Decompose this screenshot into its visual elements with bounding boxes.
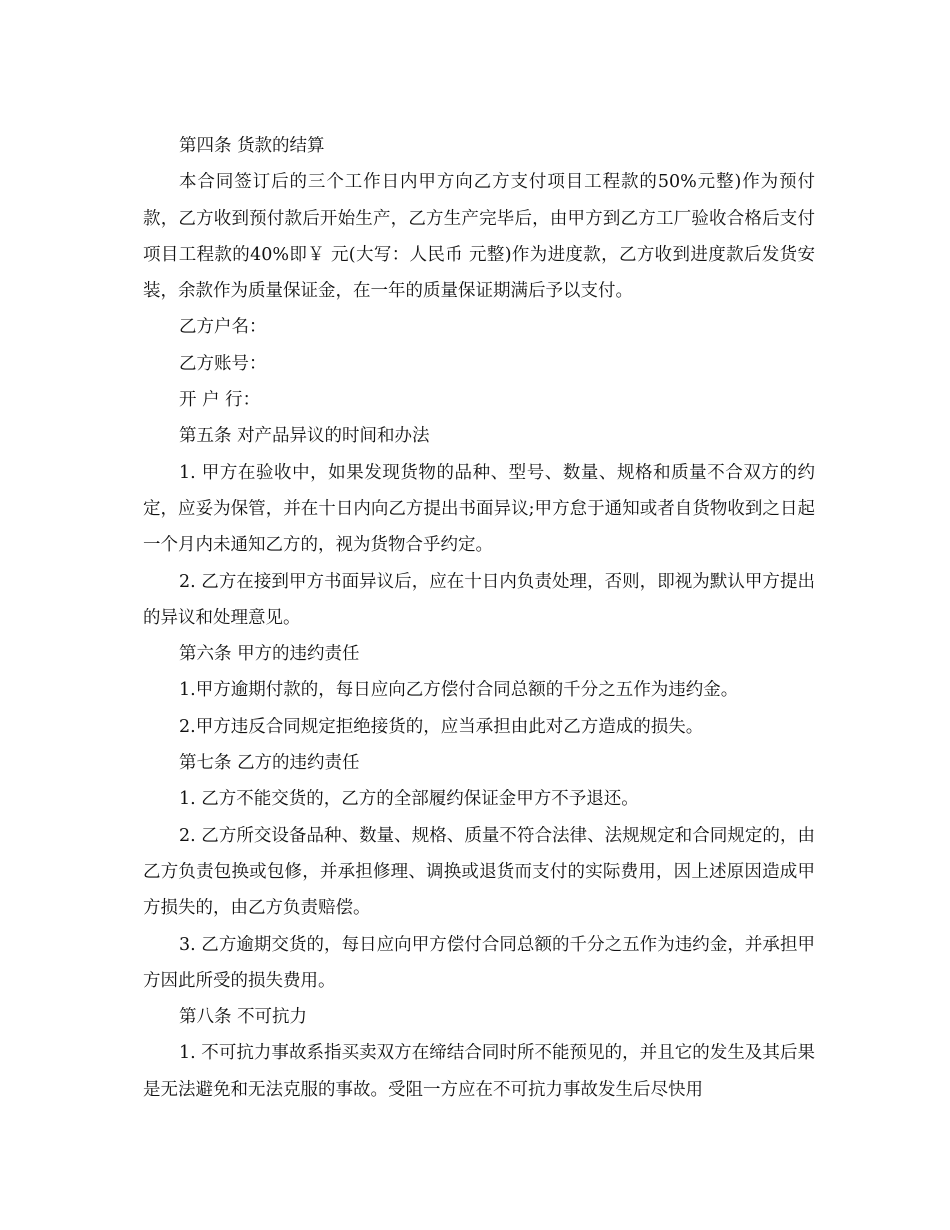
paragraph-objection-2: 2. 乙方在接到甲方书面异议后，应在十日内负责处理，否则，即视为默认甲方提出的异议和处理意见。 <box>143 571 815 628</box>
paragraph-payment-terms: 本合同签订后的三个工作日内甲方向乙方支付项目工程款的50%元整)作为预付款，乙方收到预付款后开始生产，乙方生产完毕后，由甲方到乙方工厂验收合格后支付项目工程款的40%即￥ 元(大写：人民币 元整)作为进度款，乙方收到进度款后发货安装，余款作为质量保证金，在一年的质量保证期满后予以支付。 <box>143 172 815 302</box>
section-heading-6: 第六条 甲方的违约责任 <box>179 644 360 665</box>
paragraph-party-b-breach-3: 3. 乙方逾期交货的，每日应向甲方偿付合同总额的千分之五作为违约金，并承担甲方因此所受的损失费用。 <box>143 934 815 991</box>
paragraph-party-a-breach-1: 1.甲方逾期付款的，每日应向乙方偿付合同总额的千分之五作为违约金。 <box>179 680 739 701</box>
section-heading-7: 第七条 乙方的违约责任 <box>179 753 360 774</box>
section-heading-5: 第五条 对产品异议的时间和办法 <box>179 426 430 447</box>
section-heading-4: 第四条 货款的结算 <box>179 136 325 156</box>
paragraph-party-a-breach-2: 2.甲方违反合同规定拒绝接货的，应当承担由此对乙方造成的损失。 <box>179 716 704 737</box>
field-account-number: 乙方账号： <box>179 353 267 374</box>
document-body <box>143 128 815 1108</box>
field-bank: 开 户 行： <box>179 390 261 411</box>
paragraph-party-b-breach-1: 1. 乙方不能交货的，乙方的全部履约保证金甲方不予退还。 <box>179 789 639 810</box>
paragraph-objection-1: 1. 甲方在验收中，如果发现货物的品种、型号、数量、规格和质量不合双方的约定，应妥为保管，并在十日内向乙方提出书面异议;甲方怠于通知或者自货物收到之日起一个月内未通知乙方的，视为货物合乎约定。 <box>143 462 815 556</box>
paragraph-party-b-breach-2: 2. 乙方所交设备品种、数量、规格、质量不符合法律、法规规定和合同规定的，由乙方负责包换或包修，并承担修理、调换或退货而支付的实际费用，因上述原因造成甲方损失的，由乙方负责赔偿。 <box>143 825 815 919</box>
field-account-name: 乙方户名： <box>179 317 267 338</box>
paragraph-force-majeure-1: 1. 不可抗力事故系指买卖双方在缔结合同时所不能预见的，并且它的发生及其后果是无法避免和无法克服的事故。受阻一方应在不可抗力事故发生后尽快用 <box>143 1043 815 1100</box>
section-heading-8: 第八条 不可抗力 <box>179 1007 308 1028</box>
